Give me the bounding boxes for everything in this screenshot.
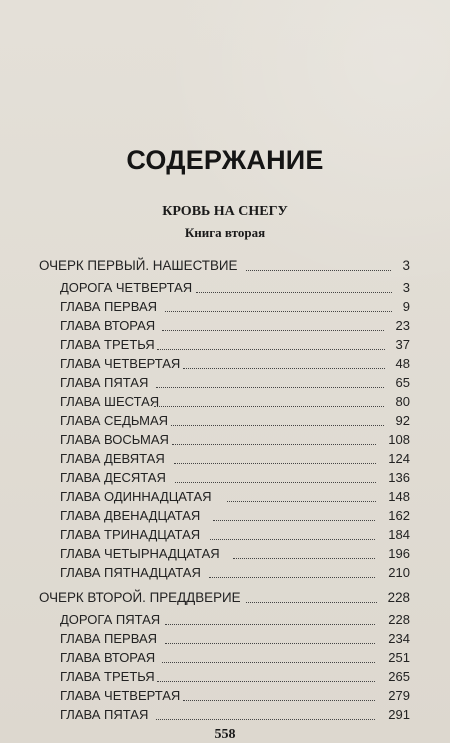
toc-page-number: 3	[402, 258, 410, 273]
toc-page-number: 124	[388, 451, 410, 466]
toc-leader	[165, 310, 392, 312]
toc-item-label: ГЛАВА ПЯТАЯ	[60, 375, 149, 390]
toc-page-number: 291	[388, 707, 410, 722]
toc-leader	[157, 348, 385, 350]
toc-item	[0, 706, 450, 724]
toc-item-label: ГЛАВА ДЕСЯТАЯ	[60, 470, 166, 485]
toc-section-label: ОЧЕРК ПЕРВЫЙ. НАШЕСТВИЕ	[39, 258, 238, 273]
toc-page-number: 23	[395, 318, 410, 333]
book-title: КРОВЬ НА СНЕГУ	[162, 204, 288, 219]
contents-heading: СОДЕРЖАНИЕ	[126, 145, 324, 175]
toc-leader	[183, 699, 375, 701]
toc-leader	[157, 680, 375, 682]
toc-item-label: ГЛАВА ДЕВЯТАЯ	[60, 451, 165, 466]
toc-item	[0, 630, 450, 648]
toc-page-number: 108	[388, 432, 410, 447]
toc-item	[0, 668, 450, 686]
toc-item-label: ГЛАВА ВТОРАЯ	[60, 650, 156, 665]
toc-leader	[183, 367, 385, 369]
toc-item-label: ГЛАВА ДВЕНАДЦАТАЯ	[60, 508, 201, 523]
toc-item-label: ГЛАВА ТРЕТЬЯ	[60, 669, 155, 684]
toc-section-title	[0, 257, 450, 275]
toc-page-number: 148	[388, 489, 410, 504]
toc-section-label: ОЧЕРК ВТОРОЙ. ПРЕДДВЕРИЕ	[39, 590, 241, 605]
toc-item	[0, 687, 450, 705]
toc-item-label: ДОРОГА ЧЕТВЕРТАЯ	[60, 280, 193, 295]
toc-item-label: ГЛАВА ЧЕТЫРНАДЦАТАЯ	[60, 546, 220, 561]
toc-item-label: ГЛАВА ПЯТАЯ	[60, 707, 149, 722]
toc-page-number: 265	[388, 669, 410, 684]
toc-leader	[165, 642, 375, 644]
toc-item-label: ГЛАВА СЕДЬМАЯ	[60, 413, 169, 428]
toc-item	[0, 355, 450, 373]
toc-item-label: ГЛАВА ТРЕТЬЯ	[60, 337, 155, 352]
toc-leader	[209, 576, 375, 578]
toc-item	[0, 317, 450, 335]
toc-page-number: 184	[388, 527, 410, 542]
toc-page-number: 279	[388, 688, 410, 703]
toc-item	[0, 488, 450, 506]
book-subtitle: Книга вторая	[184, 225, 266, 240]
toc-leader	[165, 623, 375, 625]
toc-leader	[154, 405, 384, 407]
toc-item-label: ДОРОГА ПЯТАЯ	[60, 612, 161, 627]
toc-page-number: 65	[395, 375, 410, 390]
toc-item	[0, 649, 450, 667]
page-number: 558	[214, 727, 236, 742]
toc-page-number: 48	[395, 356, 410, 371]
toc-page-number: 162	[388, 508, 410, 523]
toc-item-label: ГЛАВА ВТОРАЯ	[60, 318, 156, 333]
toc-leader	[156, 718, 375, 720]
toc-leader	[233, 557, 375, 559]
toc-item-label: ГЛАВА ТРИНАДЦАТАЯ	[60, 527, 201, 542]
toc-page-number: 80	[395, 394, 410, 409]
toc-item	[0, 450, 450, 468]
toc-item	[0, 412, 450, 430]
toc-section-title	[0, 589, 450, 607]
toc-item	[0, 279, 450, 297]
toc-leader	[162, 329, 384, 331]
toc-page-number: 37	[395, 337, 410, 352]
toc-page-number: 210	[388, 565, 410, 580]
toc-leader	[246, 601, 377, 603]
toc-item-label: ГЛАВА ШЕСТАЯ	[60, 394, 160, 409]
toc-item	[0, 298, 450, 316]
toc-leader	[196, 291, 392, 293]
toc-item	[0, 545, 450, 563]
toc-leader	[210, 538, 375, 540]
toc-item-label: ГЛАВА ОДИННАДЦАТАЯ	[60, 489, 212, 504]
toc-leader	[213, 519, 375, 521]
toc-page-number: 234	[388, 631, 410, 646]
toc-leader	[246, 269, 391, 271]
toc-page-number: 3	[402, 280, 410, 295]
toc-leader	[156, 386, 384, 388]
toc-item	[0, 469, 450, 487]
toc-item	[0, 564, 450, 582]
toc-leader	[172, 443, 376, 445]
toc-item-label: ГЛАВА ЧЕТВЕРТАЯ	[60, 356, 181, 371]
toc-item-label: ГЛАВА ВОСЬМАЯ	[60, 432, 169, 447]
toc-leader	[175, 481, 376, 483]
toc-item-label: ГЛАВА ЧЕТВЕРТАЯ	[60, 688, 181, 703]
toc-item	[0, 393, 450, 411]
toc-leader	[227, 500, 376, 502]
toc-page-number: 251	[388, 650, 410, 665]
toc-leader	[174, 462, 376, 464]
toc-item	[0, 374, 450, 392]
toc-item	[0, 526, 450, 544]
toc-leader	[171, 424, 384, 426]
toc-item	[0, 431, 450, 449]
toc-page-number: 136	[388, 470, 410, 485]
toc-page-number: 92	[395, 413, 410, 428]
toc-page-number: 9	[402, 299, 410, 314]
toc-page-number: 228	[387, 590, 410, 605]
toc-page-number: 228	[388, 612, 410, 627]
toc-leader	[162, 661, 375, 663]
toc-item	[0, 507, 450, 525]
toc-item-label: ГЛАВА ПЕРВАЯ	[60, 631, 158, 646]
toc-item	[0, 611, 450, 629]
toc-item	[0, 336, 450, 354]
toc-page-number: 196	[388, 546, 410, 561]
toc-item-label: ГЛАВА ПЯТНАДЦАТАЯ	[60, 565, 201, 580]
toc-item-label: ГЛАВА ПЕРВАЯ	[60, 299, 158, 314]
